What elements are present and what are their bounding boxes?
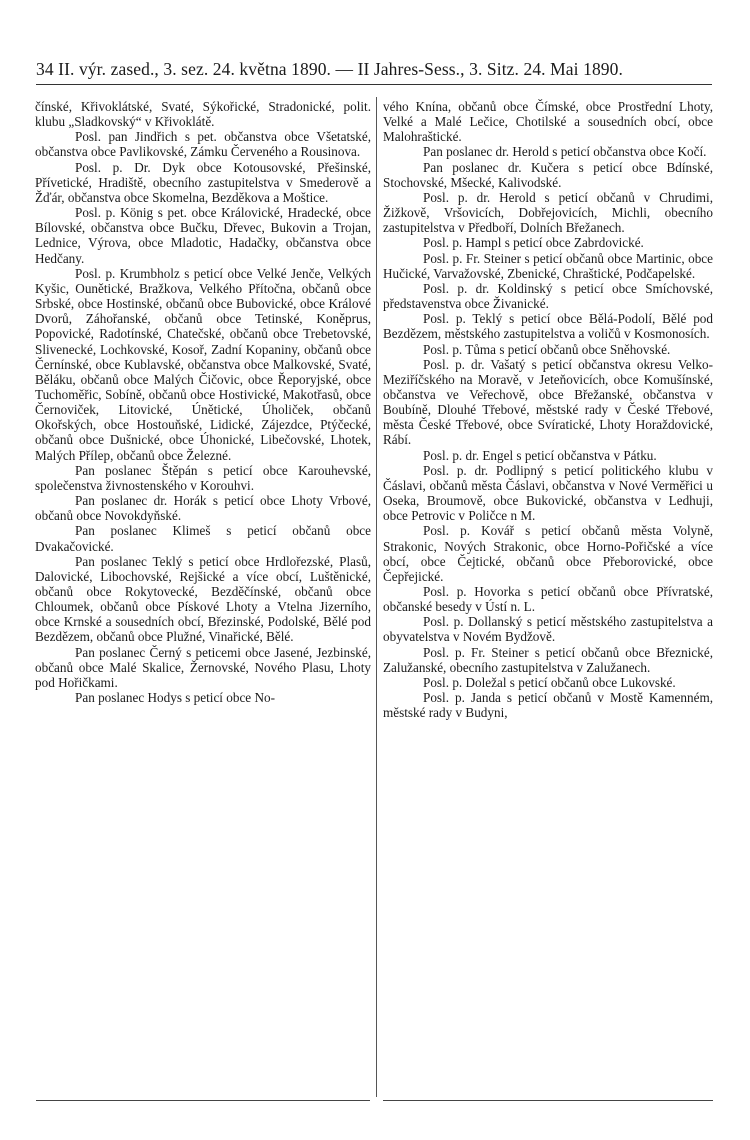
petition-paragraph: Posl. p. Teklý s peticí obce Bělá-Podolí, Bělé pod Bezdězem, městského zastupitelstva a voličů v Kosmonosích.	[383, 311, 713, 342]
column-divider	[376, 97, 377, 1097]
petition-paragraph: Pan poslanec Černý s peticemi obce Jasené, Jezbinské, občanů obce Malé Skalice, Žernovské, Nového Plasu, Lhoty pod Hořičkami.	[35, 644, 371, 690]
running-header: 34 II. výr. zased., 3. sez. 24. května 1890. — II Jahres-Sess., 3. Sitz. 24. Mai 1890.	[36, 59, 623, 79]
petition-paragraph: Posl. p. dr. Engel s peticí občanstva v Pátku.	[423, 447, 657, 463]
petition-paragraph: čínské, Křivoklátské, Svaté, Sýkořické, Stradonické, polit. klubu „Sladkovský“ v Křivoklátě.	[35, 99, 371, 130]
header-rule	[36, 84, 712, 85]
petition-paragraph: Posl. p. Kovář s peticí občanů města Volyně, Strakonic, Nových Strakonic, obce Horno-Pořičské a více obcí, obce Čejtické, občanů obce Přeborovické, obce Čepřejické.	[383, 523, 713, 584]
petition-paragraph: Posl. p. Dollanský s peticí městského zastupitelstva a obyvatelstva v Novém Bydžově.	[383, 614, 713, 645]
petition-paragraph: vého Knína, občanů obce Čímské, obce Prostřední Lhoty, Velké a Malé Lečice, Chotilské a sousedních obcí, obce Malohraštické.	[383, 99, 713, 145]
petition-paragraph: Posl. pan Jindřich s pet. občanstva obce Všetatské, občanstva obce Pavlikovské, Zámku Červeného a Rousinova.	[35, 129, 371, 160]
petition-paragraph: Posl. p. Janda s peticí občanů v Mostě Kamenném, městské rady v Budyni,	[383, 690, 713, 721]
petition-paragraph: Pan poslanec Hodys s peticí obce No-	[75, 690, 275, 706]
petition-paragraph: Posl. p. Fr. Steiner s peticí občanů obce Martinic, obce Hučické, Varvažovské, Zbenické, Chraštické, Podčapelské.	[383, 250, 713, 281]
petition-paragraph: Posl. p. Krumbholz s peticí obce Velké Jenče, Velkých Kyšic, Ounětické, Bražkova, Velkého Přítočna, občanů obce Srbské, obce Hostinské, občanů obce Bubovické, obce Králové Dvorů, Záhořanské, občanů obce Tetinské, Koněprus, Popovické, Radotínské, Chatečské, občanů obce Trebetovské, Slivenecké, Lochkovské, Kosoř, Zadní Kopaniny, občanů obce Černínské, obce Kublavské, občanstva obce Malkovské, Svaté, Běláku, občanů obce Malých Čičovic, obce Řeporyjské, obce Tuchoměřic, Sobíně, občanů obce Hostivické, Makotřasů, obce Černoviček, Litovické, Únětické, Úholiček, občanů Okořských, obce Hostouňské, Lidické, Zájezdce, Ptýčecké, občanů obce Dušnické, obce Úhonické, Libečovské, Lhotek, Malých Přílep, občanů obce Železné.	[35, 265, 371, 463]
left-column	[35, 99, 371, 705]
petition-paragraph: Pan poslanec Štěpán s peticí obce Karouhevské, společenstva živnostenského v Korouhvi.	[35, 462, 371, 493]
petition-paragraph: Posl. p. dr. Podlipný s peticí politického klubu v Čáslavi, občanů města Čáslavi, občanstva v Nové Verměřici u Oseka, Broumově, obce Bukovické, občanstva v Ledhuji, obce Petrovic v Poličce n M.	[383, 462, 713, 524]
petition-paragraph: Posl. p. Hampl s peticí obce Zabrdovické.	[423, 235, 644, 251]
petition-paragraph: Pan poslanec Klimeš s peticí občanů obce Dvakačovické.	[35, 523, 371, 554]
petition-paragraph: Posl. p. Fr. Steiner s peticí občanů obce Březnické, Zalužanské, obecního zastupitelstva v Zalužanech.	[383, 644, 713, 675]
petition-paragraph: Posl. p. dr. Vašatý s peticí občanstva okresu Velko-Meziříčského na Moravě, v Jeteňovicích, obce Komušínské, občanstva ve Veřechově, obce Břežanské, občanstva v Boubíně, Dlouhé Třebové, městské rady v České Třebové, města České Třebové, obce Svíratické, Lhoty Horaždovické, Rábí.	[383, 356, 713, 448]
petition-paragraph: Posl. p. dr. Koldinský s peticí obce Smíchovské, představenstva obce Živanické.	[383, 280, 713, 312]
petition-paragraph: Posl. p. dr. Herold s peticí občanů v Chrudimi, Žižkově, Vršovicích, Dobřejovicích, Michli, obecního zastupitelstva v Předboří, Dolních Břežanech.	[383, 189, 713, 236]
petition-paragraph: Pan poslanec dr. Herold s peticí občanstva obce Kočí.	[423, 144, 707, 160]
right-column	[383, 99, 713, 720]
petition-paragraph: Posl. p. Doležal s peticí občanů obce Lukovské.	[423, 674, 676, 690]
petition-paragraph: Pan poslanec dr. Kučera s peticí obce Bdínské, Stochovské, Mšecké, Kalivodské.	[383, 159, 713, 190]
petition-paragraph: Posl. p. Tůma s peticí občanů obce Sněhovské.	[423, 341, 671, 357]
right-column-end-rule	[383, 1100, 713, 1101]
petition-paragraph: Posl. p. Hovorka s peticí občanů obce Přívratské, občanské besedy v Ústí n. L.	[383, 584, 713, 615]
petition-paragraph: Pan poslanec Teklý s peticí obce Hrdlořezské, Plasů, Dalovické, Libochovské, Rejšické a více obcí, Luštěnické, občanů obce Rokytovecké, Bezděčínské, občanů obce Chloumek, občanů obce Pískové Lhoty a Vtelna Jizerního, obce Krnské a sousedních obcí, Březinské, Podolské, Bělé pod Bezdězem, občanů obce Plužné, Vinařické, Bělé.	[35, 553, 371, 645]
petition-paragraph: Posl. p. Dr. Dyk obce Kotousovské, Přešinské, Přívetické, Hradiště, obecního zastupitelstva v Smederově a Žďár, občanstva obce Skomelna, Bezděkova a Moštice.	[35, 159, 371, 205]
left-column-end-rule	[36, 1100, 370, 1101]
petition-paragraph: Pan poslanec dr. Horák s peticí obce Lhoty Vrbové, občanů obce Novokdyňské.	[35, 493, 371, 524]
petition-paragraph: Posl. p. König s pet. obce Královické, Hradecké, obce Bílovské, občanstva obce Bučku, Dřevec, Bukovin a Trojan, Lednice, Výrova, obce Mladotic, Hadačky, občanstva obce Hedčany.	[35, 205, 371, 266]
